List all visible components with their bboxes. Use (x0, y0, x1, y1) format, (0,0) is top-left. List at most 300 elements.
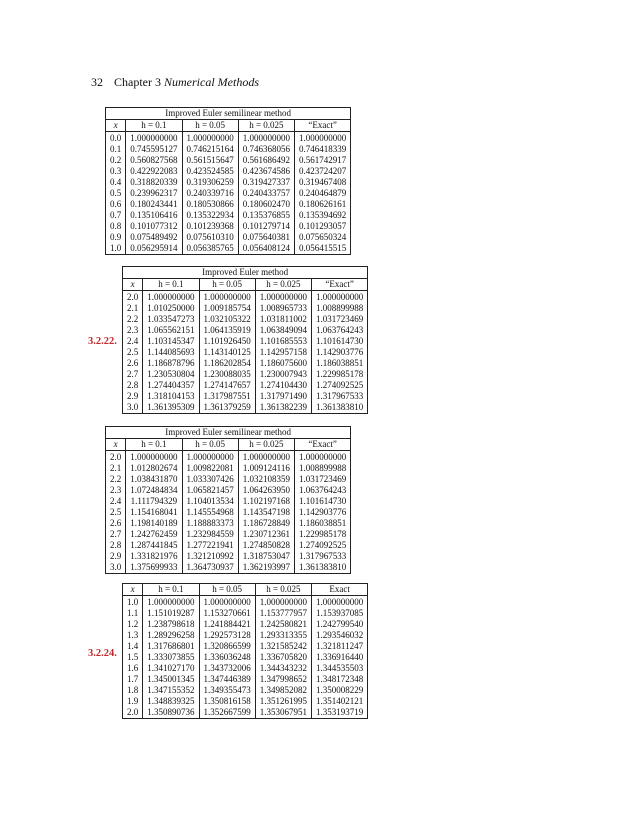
value-cell: 1.101614730 (312, 336, 368, 347)
value-cell: 1.143140125 (199, 347, 255, 358)
page-number: 32 (91, 75, 103, 89)
table-row (106, 551, 351, 562)
table-caption: Improved Euler method (123, 267, 368, 279)
value-cell: 1.293313355 (255, 630, 311, 641)
table-row (106, 474, 351, 485)
value-cell: 1.032105322 (199, 314, 255, 325)
value-cell: 1.343732006 (199, 663, 255, 674)
value-cell: 1.186038851 (312, 358, 368, 369)
value-cell: 1.351402121 (312, 696, 368, 707)
table-header-row (123, 584, 368, 596)
column-header: h = 0.025 (238, 439, 294, 451)
value-cell: 0.319467408 (295, 177, 351, 188)
x-value-cell: 2.3 (123, 325, 143, 336)
column-header: h = 0.05 (182, 439, 238, 451)
value-cell: 1.274092525 (312, 380, 368, 391)
value-cell: 1.289296258 (143, 630, 199, 641)
value-cell: 1.361379259 (199, 402, 255, 414)
value-cell: 1.009124116 (238, 463, 294, 474)
value-cell: 1.321210992 (182, 551, 238, 562)
value-cell: 0.561742917 (295, 155, 351, 166)
value-cell: 1.154168041 (126, 507, 182, 518)
value-cell: 0.135322934 (182, 210, 238, 221)
value-cell: 1.238798618 (143, 619, 199, 630)
value-cell: 1.063764243 (295, 485, 351, 496)
value-cell: 0.101077312 (126, 221, 182, 232)
value-cell: 1.000000000 (182, 451, 238, 464)
exercise-label-3-2-24: 3.2.24. (88, 648, 117, 659)
x-value-cell: 2.2 (123, 314, 143, 325)
table-row (123, 402, 368, 414)
x-value-cell: 0.1 (106, 144, 126, 155)
x-value-cell: 3.0 (123, 402, 143, 414)
x-value-cell: 2.0 (123, 707, 143, 719)
value-cell: 1.186728849 (238, 518, 294, 529)
value-cell: 1.038431870 (126, 474, 182, 485)
value-cell: 1.144085693 (143, 347, 199, 358)
value-cell: 0.746215164 (182, 144, 238, 155)
table-header-row (106, 120, 351, 132)
value-cell: 1.336916440 (312, 652, 368, 663)
x-value-cell: 1.7 (123, 674, 143, 685)
value-cell: 0.056415515 (295, 243, 351, 255)
value-cell: 1.317967533 (312, 391, 368, 402)
table-caption-row (106, 427, 351, 439)
value-cell: 1.230530804 (143, 369, 199, 380)
value-cell: 1.153270661 (199, 608, 255, 619)
value-cell: 1.364730937 (182, 562, 238, 574)
value-cell: 1.143547198 (238, 507, 294, 518)
value-cell: 1.345001345 (143, 674, 199, 685)
value-cell: 1.344535503 (312, 663, 368, 674)
data-table (122, 583, 368, 719)
value-cell: 1.277221941 (182, 540, 238, 551)
value-cell: 0.423674586 (238, 166, 294, 177)
table-header-row (123, 279, 368, 291)
table-row (123, 336, 368, 347)
table-row (123, 314, 368, 325)
value-cell: 1.033547273 (143, 314, 199, 325)
value-cell: 1.103145347 (143, 336, 199, 347)
value-cell: 1.352667599 (199, 707, 255, 719)
column-header: h = 0.025 (255, 279, 311, 291)
value-cell: 0.240464879 (295, 188, 351, 199)
value-cell: 1.000000000 (312, 291, 368, 304)
value-cell: 0.075610310 (182, 232, 238, 243)
table-row (106, 177, 351, 188)
value-cell: 1.186878796 (143, 358, 199, 369)
value-cell: 0.180243441 (126, 199, 182, 210)
x-value-cell: 0.3 (106, 166, 126, 177)
value-cell: 1.104013534 (182, 496, 238, 507)
value-cell: 0.101293057 (295, 221, 351, 232)
x-value-cell: 1.0 (123, 596, 143, 609)
table-row (106, 507, 351, 518)
table-row (123, 291, 368, 304)
column-header: x (106, 439, 126, 451)
table-row (106, 188, 351, 199)
table-row (123, 325, 368, 336)
column-header: h = 0.05 (199, 584, 255, 596)
chapter-label: Chapter 3 (114, 75, 161, 89)
table-caption-row (106, 108, 351, 120)
column-header: h = 0.025 (238, 120, 294, 132)
x-value-cell: 2.4 (106, 496, 126, 507)
column-header: h = 0.025 (255, 584, 311, 596)
value-cell: 1.065562151 (143, 325, 199, 336)
value-cell: 1.318753047 (238, 551, 294, 562)
value-cell: 1.000000000 (182, 132, 238, 145)
x-value-cell: 2.5 (106, 507, 126, 518)
table-row (123, 619, 368, 630)
x-value-cell: 1.1 (123, 608, 143, 619)
section-title: Numerical Methods (164, 75, 259, 89)
table-header-row (106, 439, 351, 451)
table-row (123, 347, 368, 358)
table-row (123, 641, 368, 652)
value-cell: 0.180626161 (295, 199, 351, 210)
value-cell: 1.101926450 (199, 336, 255, 347)
table-row (106, 221, 351, 232)
table-row (106, 485, 351, 496)
x-value-cell: 2.4 (123, 336, 143, 347)
value-cell: 0.101239368 (182, 221, 238, 232)
value-cell: 1.350816158 (199, 696, 255, 707)
value-cell: 1.000000000 (295, 132, 351, 145)
exercise-label-3-2-22: 3.2.22. (88, 336, 117, 347)
value-cell: 1.317967533 (295, 551, 351, 562)
table-row (123, 358, 368, 369)
value-cell: 1.242762459 (126, 529, 182, 540)
value-cell: 0.239962317 (126, 188, 182, 199)
x-value-cell: 2.8 (123, 380, 143, 391)
value-cell: 1.232984559 (182, 529, 238, 540)
value-cell: 1.008899988 (312, 303, 368, 314)
value-cell: 1.341027170 (143, 663, 199, 674)
value-cell: 0.422922083 (126, 166, 182, 177)
value-cell: 1.336705820 (255, 652, 311, 663)
value-cell: 1.031723469 (312, 314, 368, 325)
value-cell: 1.320866599 (199, 641, 255, 652)
value-cell: 1.347998652 (255, 674, 311, 685)
data-table (122, 266, 368, 414)
value-cell: 0.056295914 (126, 243, 182, 255)
x-value-cell: 2.3 (106, 485, 126, 496)
value-cell: 1.353193719 (312, 707, 368, 719)
value-cell: 1.375699933 (126, 562, 182, 574)
x-value-cell: 2.6 (123, 358, 143, 369)
value-cell: 0.423724207 (295, 166, 351, 177)
value-cell: 1.242799540 (312, 619, 368, 630)
value-cell: 0.101279714 (238, 221, 294, 232)
value-cell: 1.287441845 (126, 540, 182, 551)
value-cell: 1.000000000 (143, 596, 199, 609)
value-cell: 1.000000000 (126, 132, 182, 145)
value-cell: 1.349852082 (255, 685, 311, 696)
value-cell: 0.180602470 (238, 199, 294, 210)
value-cell: 1.032108359 (238, 474, 294, 485)
x-value-cell: 1.3 (123, 630, 143, 641)
value-cell: 1.064263950 (238, 485, 294, 496)
table-row (106, 232, 351, 243)
value-cell: 1.101685553 (255, 336, 311, 347)
value-cell: 1.292573128 (199, 630, 255, 641)
value-cell: 0.319306259 (182, 177, 238, 188)
table-row (106, 243, 351, 255)
value-cell: 1.230088035 (199, 369, 255, 380)
column-header: h = 0.1 (143, 584, 199, 596)
table-row (106, 496, 351, 507)
value-cell: 1.230007943 (255, 369, 311, 380)
value-cell: 1.229985178 (295, 529, 351, 540)
value-cell: 0.318820339 (126, 177, 182, 188)
value-cell: 0.180530866 (182, 199, 238, 210)
x-value-cell: 0.7 (106, 210, 126, 221)
x-value-cell: 0.0 (106, 132, 126, 145)
value-cell: 1.351261995 (255, 696, 311, 707)
value-cell: 1.353067951 (255, 707, 311, 719)
value-cell: 1.000000000 (199, 291, 255, 304)
table-row (123, 685, 368, 696)
value-cell: 1.000000000 (238, 132, 294, 145)
value-cell: 1.186038851 (295, 518, 351, 529)
value-cell: 1.361383810 (312, 402, 368, 414)
value-cell: 0.135106416 (126, 210, 182, 221)
value-cell: 1.350890736 (143, 707, 199, 719)
column-header: “Exact” (312, 279, 368, 291)
x-value-cell: 3.0 (106, 562, 126, 574)
value-cell: 1.000000000 (199, 596, 255, 609)
x-value-cell: 2.9 (106, 551, 126, 562)
column-header: “Exact” (295, 439, 351, 451)
x-value-cell: 0.5 (106, 188, 126, 199)
x-value-cell: 2.0 (123, 291, 143, 304)
x-value-cell: 1.2 (123, 619, 143, 630)
value-cell: 1.317971490 (255, 391, 311, 402)
table-row (123, 630, 368, 641)
value-cell: 1.274404357 (143, 380, 199, 391)
value-cell: 0.075640381 (238, 232, 294, 243)
x-value-cell: 0.8 (106, 221, 126, 232)
table-row (106, 199, 351, 210)
x-value-cell: 1.9 (123, 696, 143, 707)
column-header: h = 0.05 (199, 279, 255, 291)
value-cell: 1.008899988 (295, 463, 351, 474)
value-cell: 0.240433757 (238, 188, 294, 199)
value-cell: 1.318104153 (143, 391, 199, 402)
value-cell: 1.064135919 (199, 325, 255, 336)
value-cell: 1.000000000 (143, 291, 199, 304)
column-header: h = 0.1 (126, 120, 182, 132)
value-cell: 1.142957158 (255, 347, 311, 358)
x-value-cell: 2.0 (106, 451, 126, 464)
value-cell: 0.075489492 (126, 232, 182, 243)
table-row (106, 144, 351, 155)
value-cell: 1.333073855 (143, 652, 199, 663)
value-cell: 1.241884421 (199, 619, 255, 630)
table-row (123, 608, 368, 619)
value-cell: 1.000000000 (295, 451, 351, 464)
value-cell: 1.151019287 (143, 608, 199, 619)
value-cell: 1.347155352 (143, 685, 199, 696)
value-cell: 1.063849094 (255, 325, 311, 336)
value-cell: 1.274850828 (238, 540, 294, 551)
table-row (123, 652, 368, 663)
table-row (123, 696, 368, 707)
x-value-cell: 0.9 (106, 232, 126, 243)
table-row (106, 210, 351, 221)
value-cell: 1.102197168 (238, 496, 294, 507)
value-cell: 1.072484834 (126, 485, 182, 496)
table-row (106, 155, 351, 166)
value-cell: 1.317987551 (199, 391, 255, 402)
x-value-cell: 2.5 (123, 347, 143, 358)
x-value-cell: 1.4 (123, 641, 143, 652)
value-cell: 1.336036248 (199, 652, 255, 663)
value-cell: 1.274092525 (295, 540, 351, 551)
value-cell: 1.186202854 (199, 358, 255, 369)
value-cell: 1.063764243 (312, 325, 368, 336)
value-cell: 1.229985178 (312, 369, 368, 380)
value-cell: 1.349355473 (199, 685, 255, 696)
x-value-cell: 2.7 (123, 369, 143, 380)
value-cell: 1.153937085 (312, 608, 368, 619)
value-cell: 0.746368056 (238, 144, 294, 155)
value-cell: 0.561515647 (182, 155, 238, 166)
value-cell: 1.033307426 (182, 474, 238, 485)
value-cell: 1.145554968 (182, 507, 238, 518)
column-header: x (123, 279, 143, 291)
x-value-cell: 2.7 (106, 529, 126, 540)
column-header: x (106, 120, 126, 132)
table-row (123, 380, 368, 391)
table-block-3 (105, 426, 351, 574)
value-cell: 1.274147657 (199, 380, 255, 391)
value-cell: 1.111794329 (126, 496, 182, 507)
value-cell: 1.000000000 (126, 451, 182, 464)
value-cell: 1.000000000 (255, 596, 311, 609)
table-block-2 (122, 266, 368, 414)
value-cell: 1.012802674 (126, 463, 182, 474)
column-header: Exact (312, 584, 368, 596)
data-table (105, 107, 351, 255)
value-cell: 1.031723469 (295, 474, 351, 485)
value-cell: 1.321811247 (312, 641, 368, 652)
table-row (106, 132, 351, 145)
table-block-1 (105, 107, 351, 255)
column-header: x (123, 584, 143, 596)
value-cell: 0.319427337 (238, 177, 294, 188)
value-cell: 1.010250000 (143, 303, 199, 314)
x-value-cell: 2.1 (123, 303, 143, 314)
value-cell: 1.361383810 (295, 562, 351, 574)
table-caption-row (123, 267, 368, 279)
value-cell: 1.009822081 (182, 463, 238, 474)
x-value-cell: 2.2 (106, 474, 126, 485)
value-cell: 1.348839325 (143, 696, 199, 707)
value-cell: 1.188883373 (182, 518, 238, 529)
table-row (106, 562, 351, 574)
table-row (106, 451, 351, 464)
value-cell: 1.008965733 (255, 303, 311, 314)
value-cell: 0.745595127 (126, 144, 182, 155)
value-cell: 1.000000000 (238, 451, 294, 464)
value-cell: 0.135376855 (238, 210, 294, 221)
value-cell: 0.560827568 (126, 155, 182, 166)
column-header: h = 0.1 (143, 279, 199, 291)
table-row (123, 663, 368, 674)
value-cell: 1.293546032 (312, 630, 368, 641)
value-cell: 0.423524585 (182, 166, 238, 177)
x-value-cell: 0.4 (106, 177, 126, 188)
table-row (123, 369, 368, 380)
x-value-cell: 2.1 (106, 463, 126, 474)
value-cell: 1.000000000 (312, 596, 368, 609)
table-caption: Improved Euler semilinear method (106, 427, 351, 439)
table-row (106, 518, 351, 529)
table-row (123, 596, 368, 609)
value-cell: 1.348172348 (312, 674, 368, 685)
value-cell: 1.361382239 (255, 402, 311, 414)
value-cell: 1.321585242 (255, 641, 311, 652)
x-value-cell: 2.9 (123, 391, 143, 402)
column-header: h = 0.1 (126, 439, 182, 451)
value-cell: 0.746418339 (295, 144, 351, 155)
value-cell: 1.186075600 (255, 358, 311, 369)
value-cell: 1.347446389 (199, 674, 255, 685)
value-cell: 1.000000000 (255, 291, 311, 304)
value-cell: 1.031811002 (255, 314, 311, 325)
table-row (106, 166, 351, 177)
value-cell: 1.009185754 (199, 303, 255, 314)
value-cell: 0.240339716 (182, 188, 238, 199)
value-cell: 0.075650324 (295, 232, 351, 243)
value-cell: 1.142903776 (312, 347, 368, 358)
value-cell: 1.317686801 (143, 641, 199, 652)
data-table (105, 426, 351, 574)
value-cell: 1.361395309 (143, 402, 199, 414)
x-value-cell: 1.6 (123, 663, 143, 674)
value-cell: 1.344343232 (255, 663, 311, 674)
x-value-cell: 1.5 (123, 652, 143, 663)
value-cell: 0.056385765 (182, 243, 238, 255)
value-cell: 1.230712361 (238, 529, 294, 540)
column-header: “Exact” (295, 120, 351, 132)
table-row (123, 391, 368, 402)
table-row (123, 303, 368, 314)
value-cell: 0.561686492 (238, 155, 294, 166)
value-cell: 1.331821976 (126, 551, 182, 562)
value-cell: 1.350008229 (312, 685, 368, 696)
table-row (123, 674, 368, 685)
x-value-cell: 0.2 (106, 155, 126, 166)
x-value-cell: 1.0 (106, 243, 126, 255)
table-caption: Improved Euler semilinear method (106, 108, 351, 120)
value-cell: 0.135394692 (295, 210, 351, 221)
value-cell: 1.065821457 (182, 485, 238, 496)
value-cell: 1.274104430 (255, 380, 311, 391)
x-value-cell: 2.8 (106, 540, 126, 551)
value-cell: 1.242580821 (255, 619, 311, 630)
table-row (106, 529, 351, 540)
table-block-4 (122, 583, 368, 719)
x-value-cell: 0.6 (106, 199, 126, 210)
x-value-cell: 1.8 (123, 685, 143, 696)
value-cell: 1.101614730 (295, 496, 351, 507)
value-cell: 1.153777957 (255, 608, 311, 619)
column-header: h = 0.05 (182, 120, 238, 132)
table-row (106, 540, 351, 551)
